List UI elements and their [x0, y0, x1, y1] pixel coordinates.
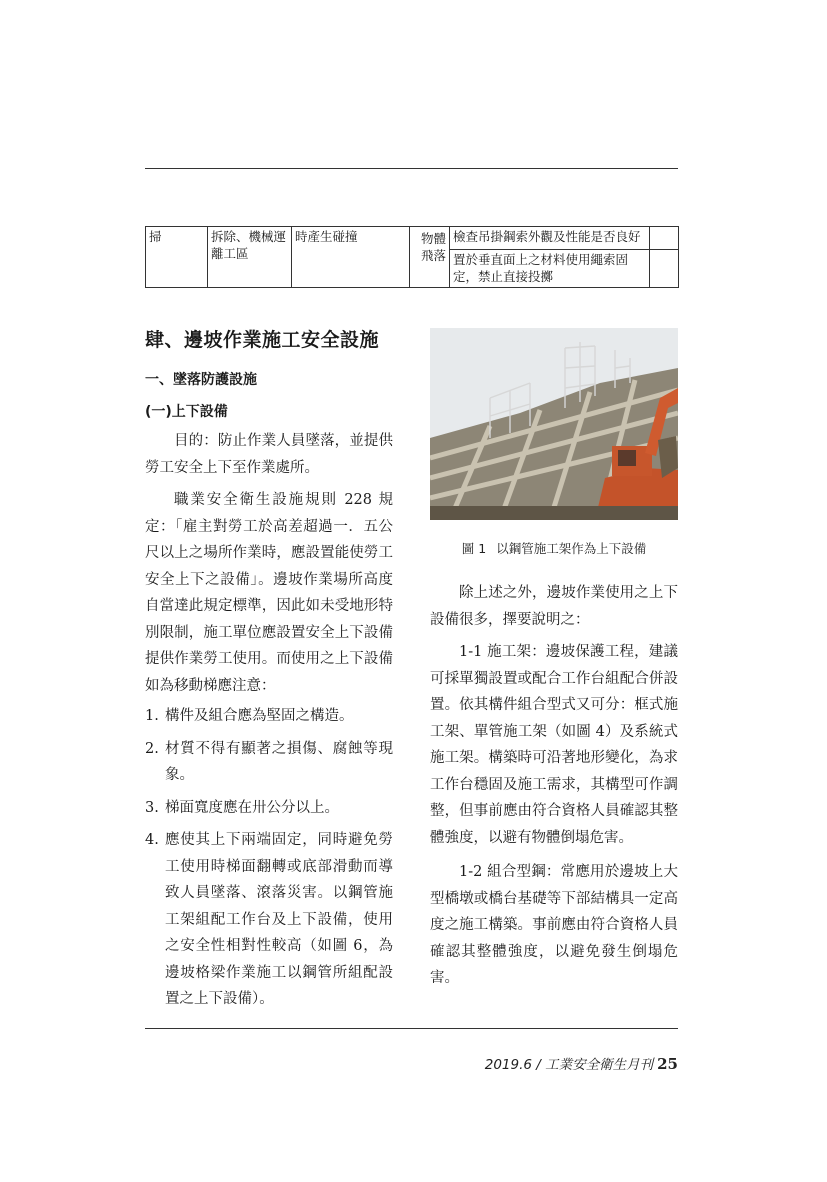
table-cell: 置於垂直面上之材料使用繩索固定，禁止直接投擲	[450, 250, 650, 288]
paragraph: 目的：防止作業人員墜落，並提供勞工安全上下至作業處所。	[145, 433, 393, 476]
subsection-title: (一)上下設備	[145, 404, 228, 420]
list-item: 3. 梯面寬度應在卅公分以上。	[145, 799, 339, 816]
subsection-title: 一、墜落防護設施	[145, 372, 257, 388]
table-cell: 檢查吊掛鋼索外觀及性能是否良好	[450, 227, 650, 250]
journal-issue: 2019.6 / 工業安全衛生月刊	[484, 1057, 654, 1073]
page-footer	[485, 1053, 678, 1073]
paragraph: 除上述之外，邊坡作業使用之上下設備很多，擇要說明之：	[430, 585, 678, 628]
figure-caption-text: 以鋼管施工架作為上下設備	[496, 541, 647, 556]
list-item: 1. 構件及組合應為堅固之構造。	[145, 708, 354, 724]
table-cell	[650, 250, 679, 288]
right-column	[430, 580, 678, 992]
table-cell: 時產生碰撞	[292, 227, 410, 288]
section-title: 肆、邊坡作業施工安全設施	[145, 329, 380, 351]
hazard-table	[145, 226, 679, 288]
paragraph: 1-2 組合型鋼：常應用於邊坡上大型橋墩或橋台基礎等下部結構具一定高度之施工構築。事前應由符合資格人員確認其整體強度，以避免發生倒塌危害。	[430, 864, 678, 986]
bottom-rule	[145, 1028, 678, 1029]
figure-caption	[430, 540, 678, 558]
table-cell: 拆除、機械運離工區	[208, 227, 292, 288]
table-cell	[650, 227, 679, 250]
requirement-list	[145, 703, 393, 1013]
scaffolding-photo	[430, 328, 678, 520]
figure-label: 圖 1	[461, 541, 487, 556]
page-number: 25	[657, 1055, 678, 1073]
table-cell: 掃	[146, 227, 208, 288]
table-row	[146, 227, 679, 250]
paragraph: 1-1 施工架：邊坡保護工程，建議可採單獨設置或配合工作台組配合併設置。依其構件組合型式又可分：框式施工架、單管施工架（如圖 4）及系統式施工架。構築時可沿著地形變化，為求工作台穩固及施工需求，其構型可作調整，但事前應由符合資格人員確認其整體強度，以避有物體倒塌危害。	[430, 644, 678, 846]
left-column	[145, 326, 393, 1019]
list-item: 4. 應使其上下兩端固定，同時避免勞工使用時梯面翻轉或底部滑動而導致人員墜落、滾落災害。以鋼管施工架組配工作台及上下設備，使用之安全性相對性較高（如圖 6，為邊坡格梁作業施工以鋼管所組配設置之上下設備）。	[145, 832, 393, 1007]
list-item: 2. 材質不得有顯著之損傷、腐蝕等現象。	[145, 740, 393, 783]
paragraph: 職業安全衛生設施規則 228 規定：「雇主對勞工於高差超過一．五公尺以上之場所作業時，應設置能使勞工安全上下之設備」。邊坡作業場所高度自當達此規定標準，因此如未受地形特別限制，施工單位應設置安全上下設備提供作業勞工使用。而使用之上下設備如為移動梯應注意：	[145, 492, 393, 694]
top-rule	[145, 168, 678, 169]
table-cell: 物體飛落	[410, 227, 450, 288]
